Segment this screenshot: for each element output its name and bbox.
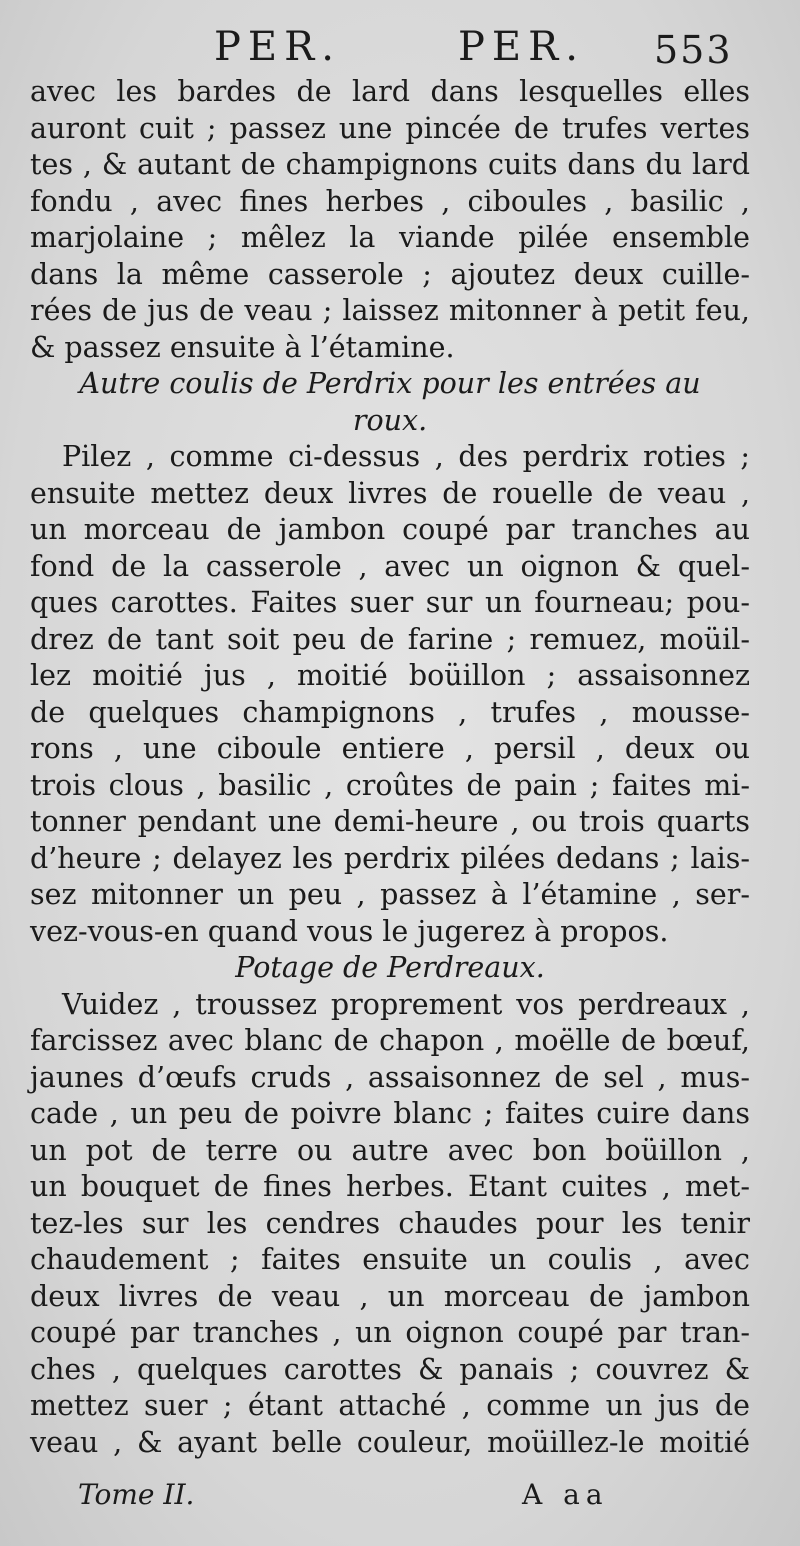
text-line: lez moitié jus , moitié boüillon ; assaisonnez: [30, 659, 750, 692]
text-line: cade , un peu de poivre blanc ; faites cuire dans: [30, 1097, 750, 1130]
text-line: Vuidez , troussez proprement vos perdreaux ,: [62, 987, 750, 1021]
text-line: auront cuit ; passez une pincée de trufes vertes: [30, 111, 750, 145]
text-line: sez mitonner un peu , passez à l’étamine , ser-: [30, 878, 750, 911]
body-text: [30, 74, 750, 1461]
quire-signature: A aa: [522, 1478, 609, 1511]
text-line: coupé par tranches , un oignon coupé par tran-: [30, 1316, 750, 1349]
text-line: un bouquet de fines herbes. Etant cuites , met-: [30, 1170, 750, 1203]
text-line: avec les bardes de lard dans lesquelles elles: [30, 75, 750, 108]
text-line: veau , & ayant belle couleur, moüillez-le moitié: [30, 1425, 750, 1459]
text-line: farcissez avec blanc de chapon , moëlle de bœuf,: [30, 1024, 750, 1057]
text-line: tes , & autant de champignons cuits dans du lard: [30, 148, 750, 181]
text-line: tez-les sur les cendres chaudes pour les tenir: [30, 1206, 750, 1240]
text-line: chaudement ; faites ensuite un coulis , avec: [30, 1243, 750, 1276]
text-line: de quelques champignons , trufes , mousse-: [30, 695, 750, 729]
text-line: vez-vous-en quand vous le jugerez à propos.: [30, 914, 669, 948]
text-line: un pot de terre ou autre avec bon boüillon ,: [30, 1133, 750, 1167]
text-line: jaunes d’œufs cruds , assaisonnez de sel , mus-: [30, 1060, 750, 1094]
text-line: d’heure ; delayez les perdrix pilées dedans ; lais-: [30, 841, 750, 875]
page-footer: [0, 1478, 800, 1522]
section-heading-potage: Potage de Perdreaux.: [235, 951, 545, 984]
text-line: & passez ensuite à l’étamine.: [30, 330, 455, 364]
paragraph-coulis-continued: [30, 74, 750, 366]
running-head-right: PER.: [458, 24, 585, 70]
text-line: ensuite mettez deux livres de rouelle de veau ,: [30, 476, 750, 510]
text-line: marjolaine ; mêlez la viande pilée ensemble: [30, 221, 750, 254]
paragraph-autre-coulis: [30, 439, 750, 950]
text-line: dans la même casserole ; ajoutez deux cuille-: [30, 257, 750, 291]
running-head-left: PER.: [214, 24, 341, 70]
text-line: deux livres de veau , un morceau de jambon: [30, 1279, 750, 1313]
text-line: rées de jus de veau ; laissez mitonner à petit feu,: [30, 294, 750, 327]
page-number: 553: [654, 28, 733, 72]
paragraph-potage: [30, 987, 750, 1462]
running-head: [0, 18, 800, 78]
text-line: tonner pendant une demi-heure , ou trois quarts: [30, 805, 750, 838]
text-line: un morceau de jambon coupé par tranches au: [30, 513, 750, 546]
text-line: trois clous , basilic , croûtes de pain ; faites mi-: [30, 768, 750, 802]
text-line: fond de la casserole , avec un oignon & quel-: [30, 549, 750, 583]
text-line: ques carottes. Faites suer sur un fourneau; pou-: [30, 586, 750, 619]
heading-line: Autre coulis de Perdrix pour les entrées au: [79, 367, 701, 400]
volume-signature: Tome II.: [78, 1478, 195, 1511]
section-heading-autre-coulis: [30, 366, 750, 439]
text-line: mettez suer ; étant attaché , comme un jus de: [30, 1389, 750, 1422]
text-line: ches , quelques carottes & panais ; couvrez &: [30, 1352, 750, 1386]
text-line: rons , une ciboule entiere , persil , deux ou: [30, 732, 750, 765]
heading-line: roux.: [352, 403, 428, 437]
text-line: drez de tant soit peu de farine ; remuez, moüil-: [30, 622, 750, 656]
text-line: fondu , avec fines herbes , ciboules , basilic ,: [30, 184, 750, 218]
text-line: Pilez , comme ci-dessus , des perdrix roties ;: [62, 440, 750, 473]
